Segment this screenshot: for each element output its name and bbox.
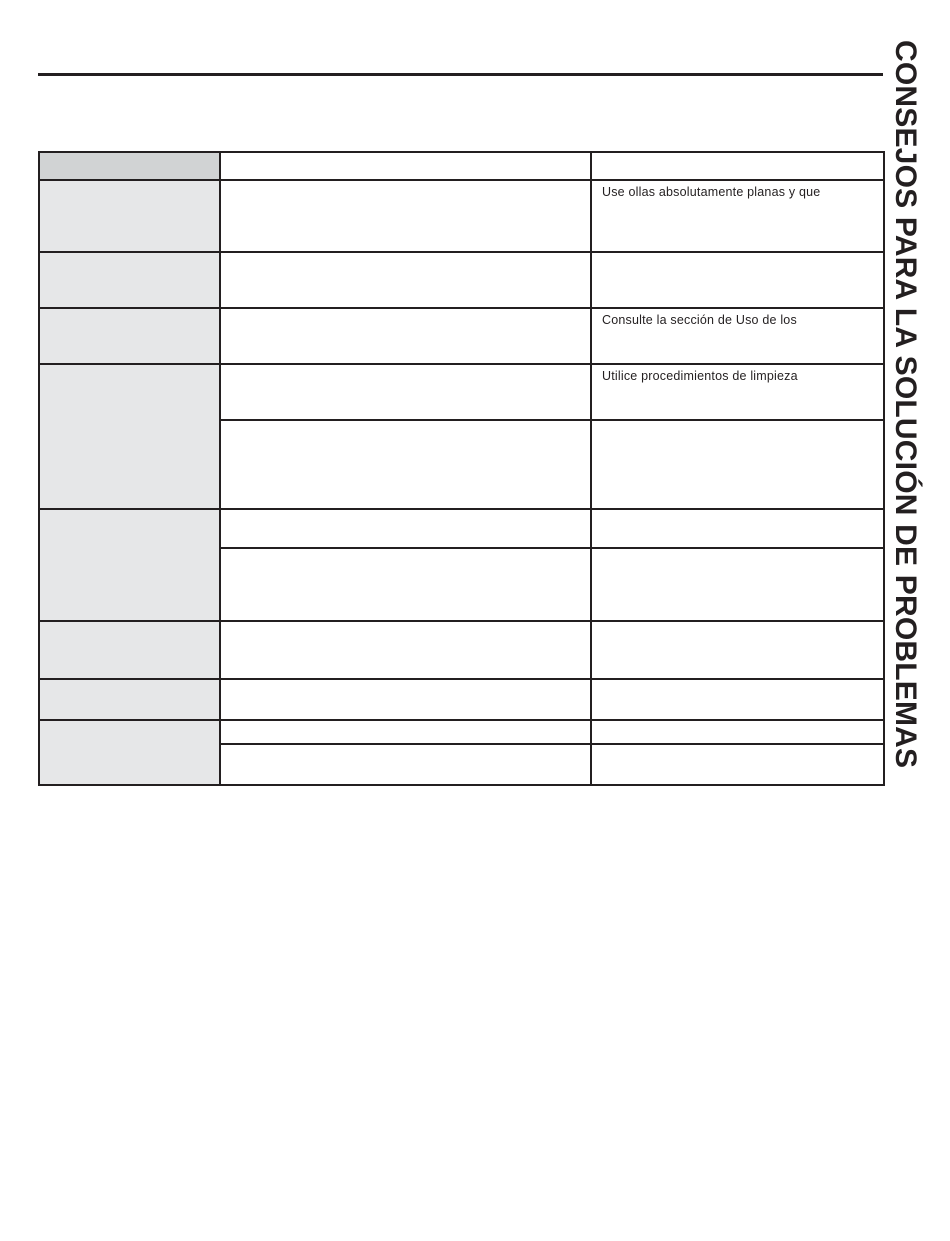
- table-row: [39, 621, 884, 679]
- problem-cell: [39, 509, 220, 621]
- cause-cell: [220, 679, 591, 720]
- header-cause-cell: [220, 152, 591, 180]
- table-row: [39, 180, 884, 252]
- table-row: [39, 679, 884, 720]
- cause-cell: [220, 252, 591, 308]
- solution-cell: [591, 744, 884, 785]
- cause-cell: [220, 364, 591, 420]
- solution-cell: [591, 720, 884, 744]
- table-row: [39, 364, 884, 420]
- problem-cell: [39, 180, 220, 252]
- problem-cell: [39, 679, 220, 720]
- cause-cell: [220, 720, 591, 744]
- table-row: [39, 308, 884, 364]
- cause-cell: [220, 509, 591, 548]
- cause-cell: [220, 180, 591, 252]
- top-rule: [38, 73, 883, 76]
- cause-cell: [220, 308, 591, 364]
- cause-cell: [220, 420, 591, 509]
- side-section-title-text: CONSEJOS PARA LA SOLUCIÓN DE PROBLEMAS: [889, 40, 922, 769]
- solution-cell: [591, 679, 884, 720]
- cause-cell: [220, 621, 591, 679]
- cause-cell: [220, 744, 591, 785]
- header-problem-cell: [39, 152, 220, 180]
- solution-cell: [591, 509, 884, 548]
- table-row: [39, 252, 884, 308]
- solution-cell: [591, 252, 884, 308]
- table-row: [39, 720, 884, 744]
- solution-cell: [591, 420, 884, 509]
- cause-cell: [220, 548, 591, 621]
- problem-cell: [39, 621, 220, 679]
- table-header-row: [39, 152, 884, 180]
- solution-cell: [591, 548, 884, 621]
- solution-cell: Utilice procedimientos de limpieza: [591, 364, 884, 420]
- solution-cell: [591, 621, 884, 679]
- header-solution-cell: [591, 152, 884, 180]
- solution-cell: Consulte la sección de Uso de los: [591, 308, 884, 364]
- problem-cell: [39, 720, 220, 785]
- solution-cell: Use ollas absolutamente planas y que: [591, 180, 884, 252]
- troubleshooting-table: [38, 151, 885, 786]
- table-row: [39, 509, 884, 548]
- problem-cell: [39, 308, 220, 364]
- problem-cell: [39, 252, 220, 308]
- problem-cell: [39, 364, 220, 509]
